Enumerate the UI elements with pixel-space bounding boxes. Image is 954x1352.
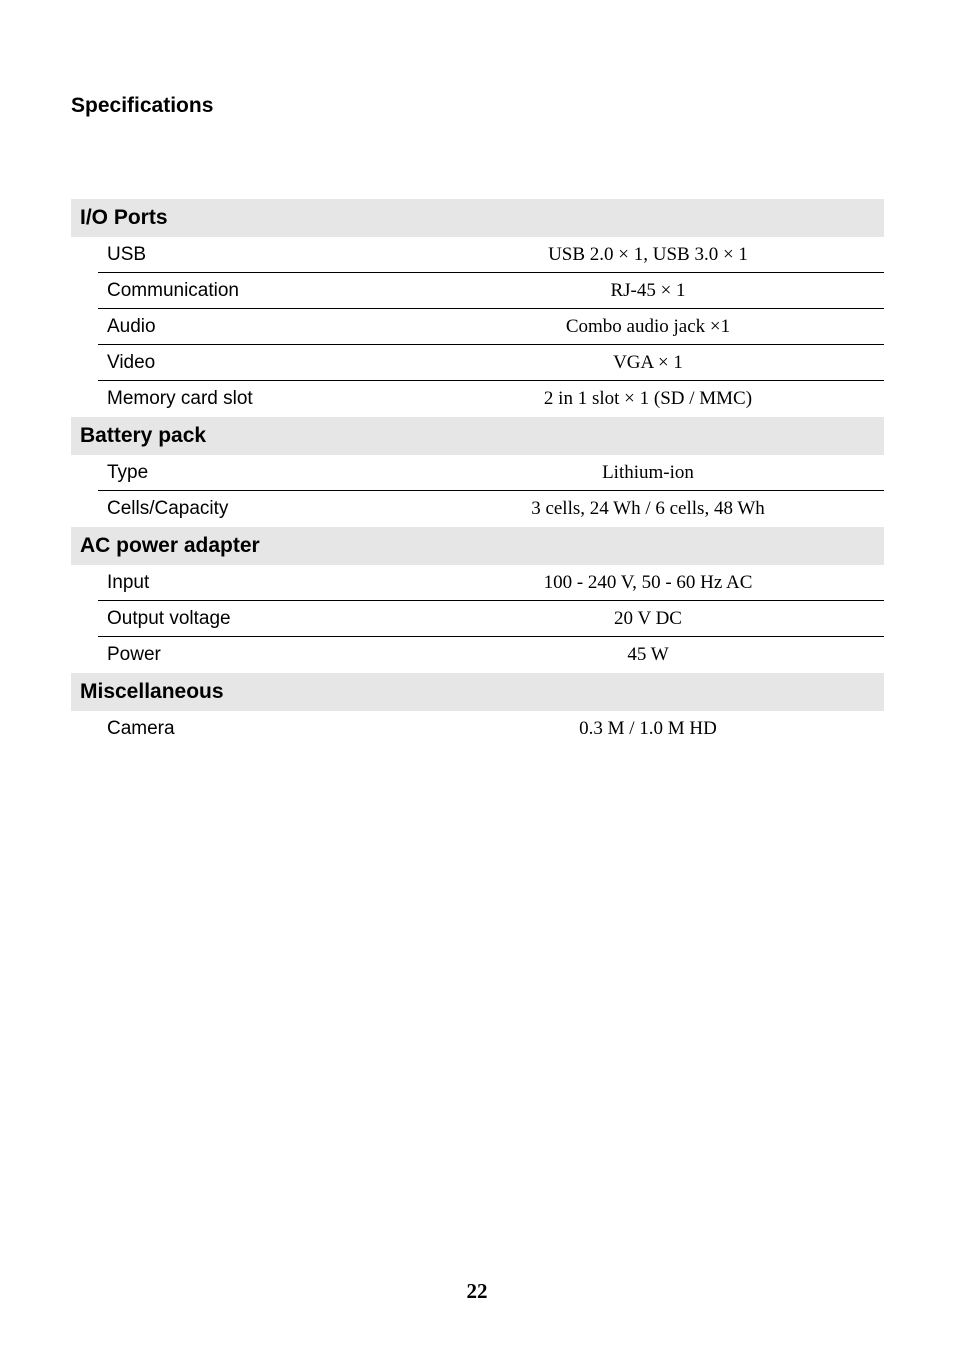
spec-label: Camera [107,718,175,739]
section-heading: Miscellaneous [71,673,884,711]
spec-row-audio [98,309,884,345]
spec-label: Cells/Capacity [107,498,229,519]
section-ac-power-adapter [71,527,884,673]
spec-row-memory-card-slot [98,381,884,417]
spec-label: Output voltage [107,607,231,629]
spec-label: Input [107,571,150,593]
spec-value: 20 V DC [614,607,682,629]
spec-value: 100 - 240 V, 50 - 60 Hz AC [543,571,753,593]
spec-row-type [98,455,884,491]
spec-row-power [98,637,884,673]
page-number: 22 [466,1279,488,1303]
spec-row-output-voltage [98,601,884,637]
section-miscellaneous [71,673,884,747]
page-title: Specifications [71,94,214,117]
section-battery-pack [71,417,884,527]
section-heading: I/O Ports [71,199,884,237]
spec-value: Combo audio jack ×1 [565,315,731,337]
spec-value: 2 in 1 slot × 1 (SD / MMC) [543,388,753,409]
spec-label: Memory card slot [107,388,253,409]
specifications-table [71,199,884,747]
spec-value: 45 W [627,644,669,665]
spec-label: USB [107,243,147,265]
spec-label: Power [107,644,161,665]
spec-value: 0.3 M / 1.0 M HD [579,718,717,739]
spec-value: Lithium-ion [602,461,694,483]
spec-row-video [98,345,884,381]
spec-row-input [98,565,884,601]
spec-row-communication [98,273,884,309]
spec-value: 3 cells, 24 Wh / 6 cells, 48 Wh [531,498,765,519]
spec-label: Audio [107,315,156,337]
spec-row-camera [98,711,884,747]
spec-label: Communication [107,279,239,301]
spec-value: RJ-45 × 1 [610,279,686,301]
spec-value: USB 2.0 × 1, USB 3.0 × 1 [548,243,748,265]
section-io-ports [71,199,884,417]
spec-value: VGA × 1 [613,351,683,373]
spec-label: Type [107,461,149,483]
spec-row-usb [98,237,884,273]
section-heading: AC power adapter [71,527,884,565]
spec-row-cells-capacity [98,491,884,527]
section-heading: Battery pack [71,417,884,455]
spec-label: Video [107,351,156,373]
